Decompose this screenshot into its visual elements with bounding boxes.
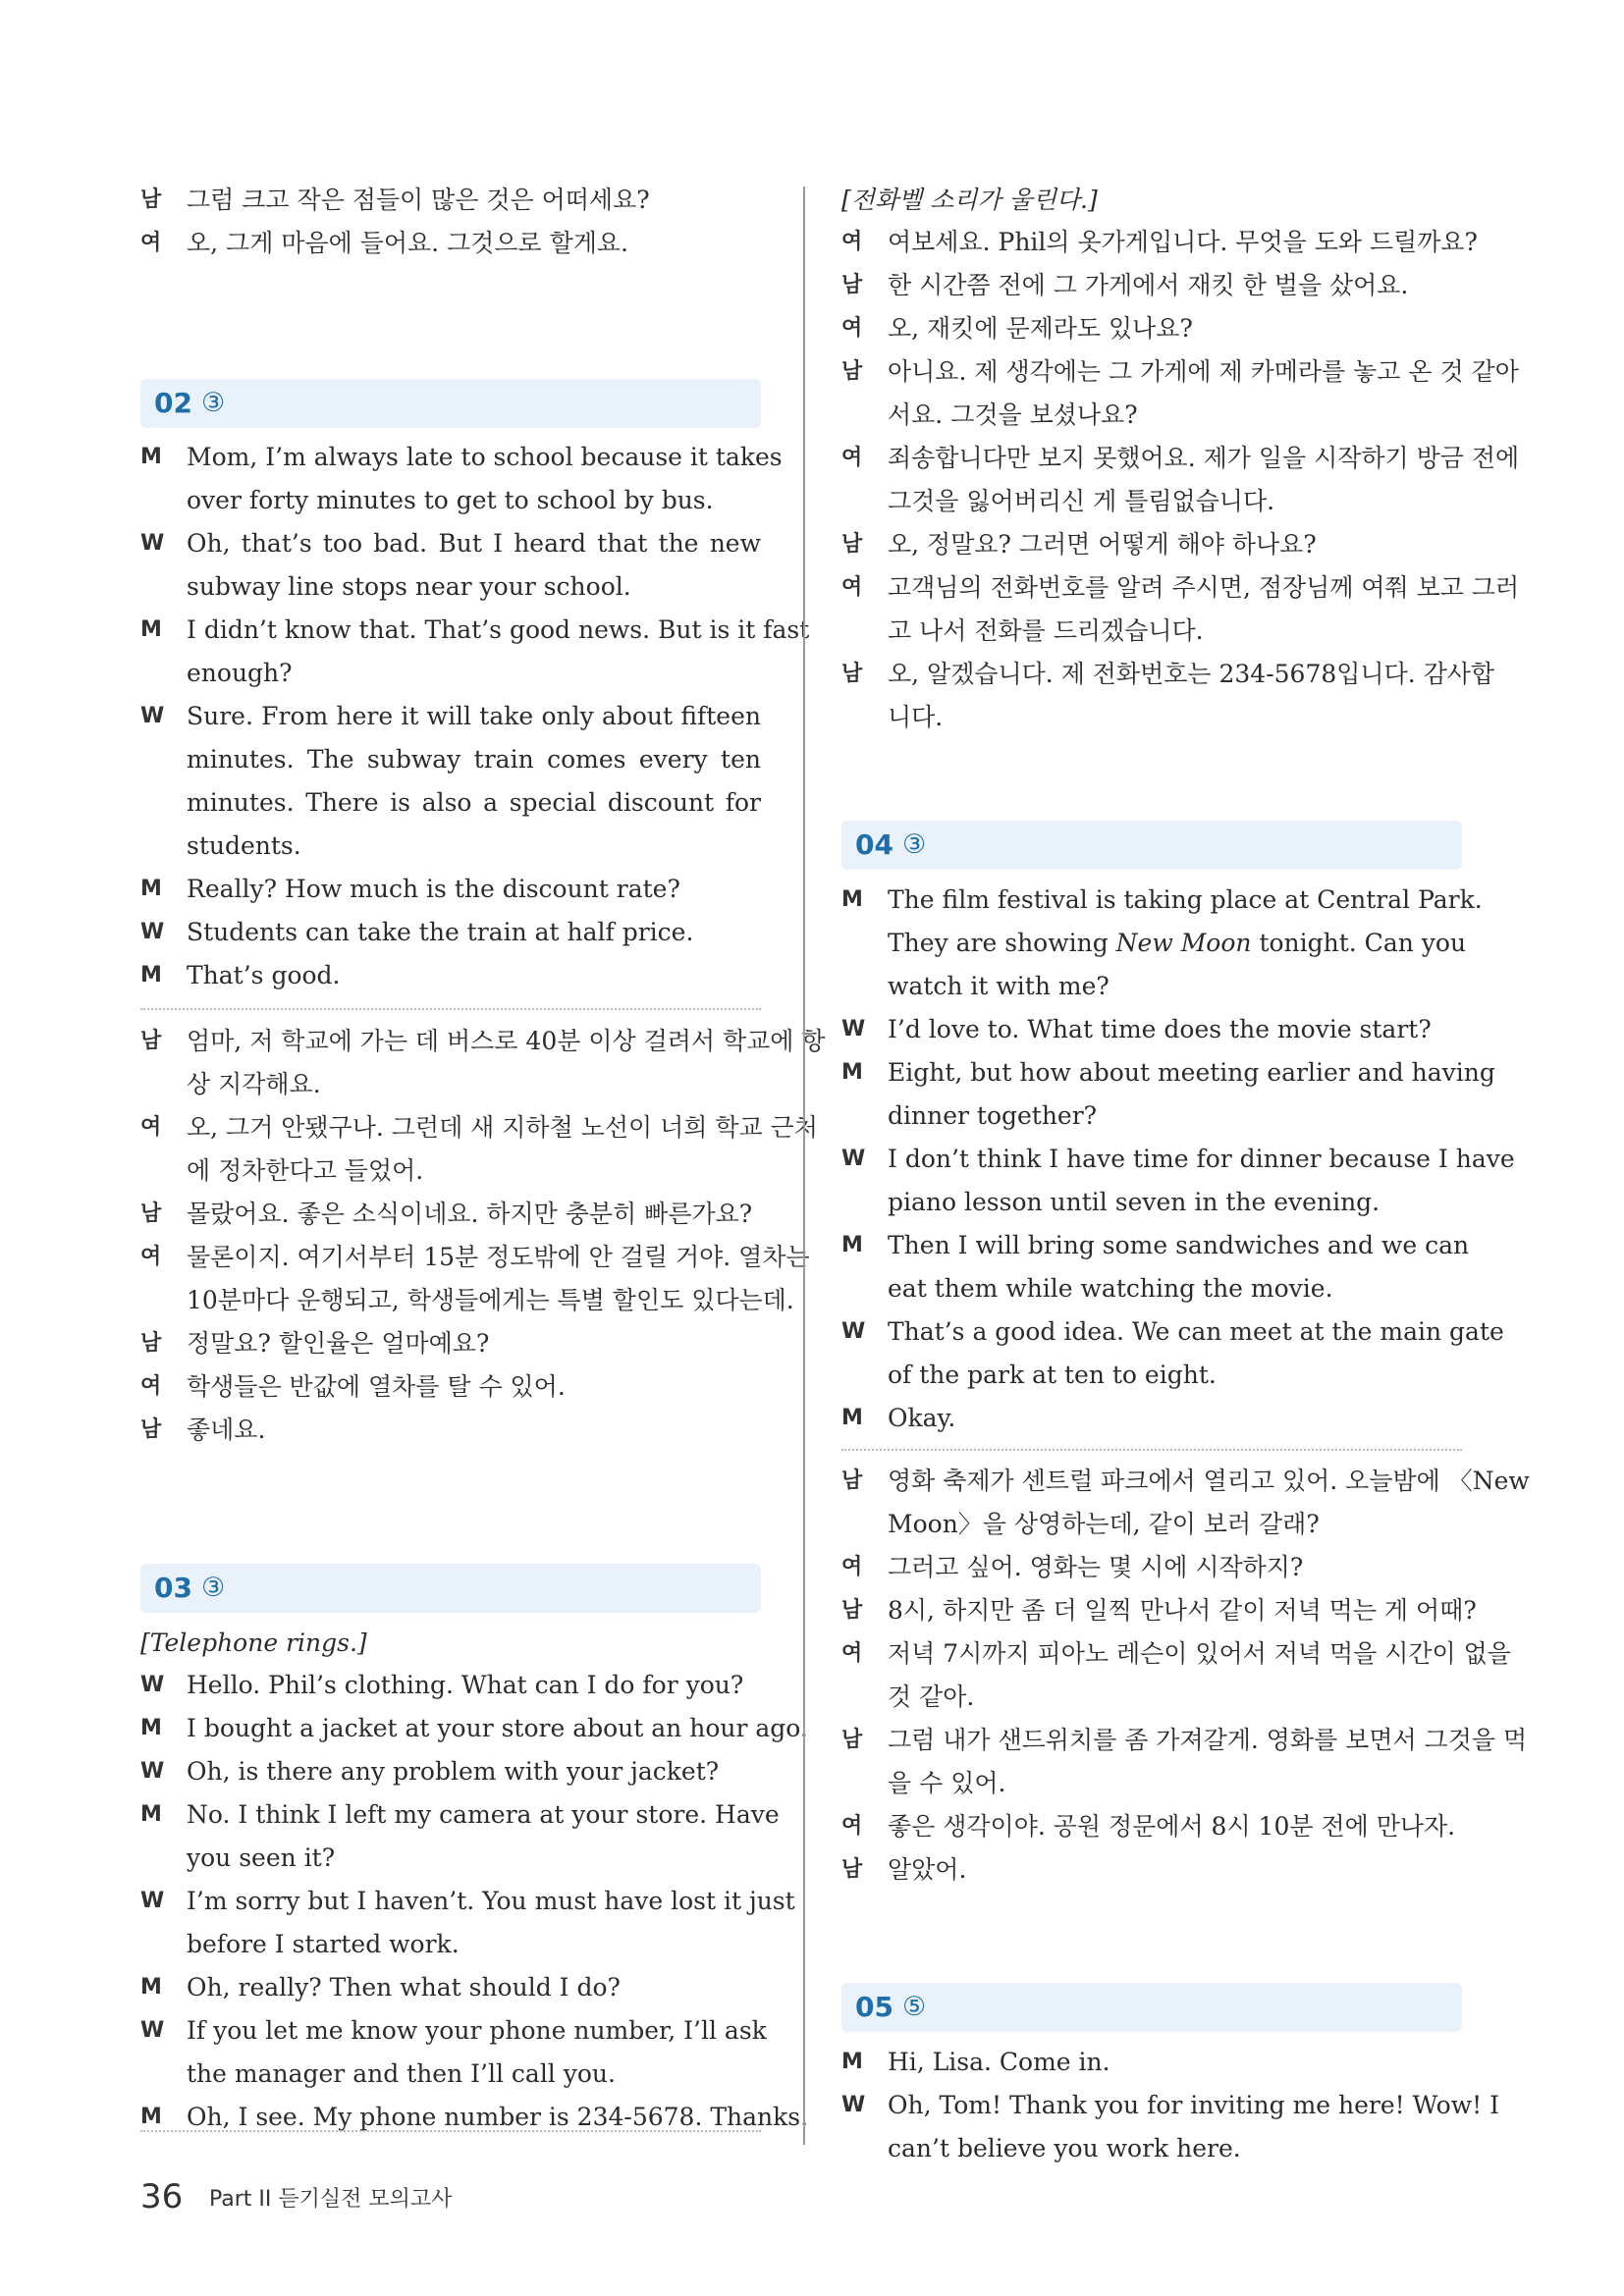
speaker-label: 여	[140, 1115, 162, 1140]
dialog-line	[140, 438, 783, 477]
dialog-line	[841, 352, 1519, 392]
answer-marker: ⑤	[902, 1992, 927, 2022]
dialog-text: Oh, really? Then what should I do?	[187, 1973, 621, 2002]
dialog-line	[841, 924, 1467, 963]
dialog-line	[841, 266, 1462, 305]
speaker-label: 남	[140, 1331, 162, 1356]
dialog-line	[841, 1053, 1495, 1093]
speaker-label: M	[841, 887, 863, 912]
dialog-text: Moon〉을 상영하는데, 같이 보러 갈래?	[888, 1510, 1320, 1538]
dialog-line	[140, 2055, 761, 2094]
speaker-label: M	[140, 2105, 162, 2129]
dialog-text: 오, 그거 안됐구나. 그런데 새 지하철 노선이 너희 학교 근처	[187, 1113, 818, 1142]
speaker-label: 남	[841, 273, 863, 297]
dialog-line	[140, 783, 761, 823]
dialog-line	[140, 567, 761, 607]
dialog-line	[140, 1238, 810, 1277]
dialog-line	[841, 1462, 1530, 1501]
dialog-line	[841, 1183, 1462, 1222]
speaker-label: W	[841, 1017, 866, 1041]
dialog-text: That’s a good idea. We can meet at the main gate	[888, 1317, 1504, 1346]
speaker-label: M	[140, 1716, 162, 1740]
question-number: 03	[154, 1572, 192, 1604]
dialog-text: 서요. 그것을 보셨나요?	[888, 400, 1138, 429]
speaker-label: 남	[841, 532, 863, 557]
dialog-text: 엄마, 저 학교에 가는 데 버스로 40분 이상 걸려서 학교에 항	[187, 1027, 826, 1055]
question-number: 05	[855, 1991, 893, 2023]
dialog-text: 오, 정말요? 그러면 어떻게 해야 하나요?	[888, 530, 1317, 559]
dialog-line	[140, 1151, 761, 1191]
translation-divider	[841, 1449, 1462, 1451]
dialog-line	[140, 654, 761, 693]
movie-title: New Moon	[1115, 929, 1252, 957]
dialog-text: subway line stops near your school.	[187, 572, 631, 601]
dialog-text: That’s good.	[187, 961, 341, 989]
speaker-label: W	[140, 2018, 165, 2043]
speaker-label: 남	[140, 187, 162, 212]
dialog-text: students.	[187, 831, 301, 860]
speaker-label: W	[140, 920, 165, 944]
speaker-label: 여	[841, 230, 863, 254]
dialog-line	[140, 1108, 818, 1148]
dialog-text: 10분마다 운행되고, 학생들에게는 특별 할인도 있다는데.	[187, 1286, 794, 1314]
dialog-text: enough?	[187, 659, 293, 687]
speaker-label: W	[841, 2093, 866, 2117]
dialog-text: 정말요? 할인율은 얼마예요?	[187, 1329, 490, 1358]
dialog-line	[841, 1591, 1477, 1630]
dialog-line	[841, 1548, 1462, 1587]
dialog-text: 저녁 7시까지 피아노 레슨이 있어서 저녁 먹을 시간이 없을	[888, 1639, 1511, 1668]
dialog-text: of the park at ten to eight.	[888, 1361, 1217, 1389]
dialog-text: minutes. There is also a special discount for	[187, 788, 761, 817]
dialog-line	[841, 1399, 1462, 1438]
dialog-line	[140, 1925, 761, 1964]
dialog-text: 니다.	[888, 703, 944, 731]
dialog-text: 그러고 싶어. 영화는 몇 시에 시작하지?	[888, 1553, 1304, 1581]
dialog-text: Eight, but how about meeting earlier and having	[888, 1058, 1495, 1087]
dialog-line	[140, 224, 761, 263]
dialog-text: 물론이지. 여기서부터 15분 정도밖에 안 걸릴 거야. 열차는	[187, 1243, 810, 1271]
dialog-line	[140, 1882, 795, 1921]
translation-divider	[140, 1008, 761, 1010]
dialog-text: 죄송합니다만 보지 못했어요. 제가 일을 시작하기 방금 전에	[888, 444, 1520, 472]
dialog-text: No. I think I left my camera at your store. Have	[187, 1800, 780, 1829]
dialog-line	[140, 524, 761, 563]
dialog-text: The film festival is taking place at Central Park.	[888, 885, 1483, 914]
dialog-line	[841, 1312, 1504, 1352]
speaker-label: M	[841, 1060, 863, 1085]
dialog-text: 한 시간쯤 전에 그 가게에서 재킷 한 벌을 샀어요.	[888, 271, 1409, 299]
dialog-text: 학생들은 반값에 열차를 탈 수 있어.	[187, 1372, 566, 1401]
dialog-line	[841, 568, 1520, 608]
dialog-text: watch it with me?	[888, 972, 1110, 1000]
speaker-label: 남	[841, 1598, 863, 1623]
dialog-line	[841, 698, 1462, 737]
dialog-line	[841, 1356, 1462, 1395]
speaker-label: 남	[841, 662, 863, 686]
dialog-text: Then I will bring some sandwiches and we can	[888, 1231, 1470, 1259]
dialog-line	[140, 1752, 761, 1791]
dialog-text: They are showing New Moon tonight. Can you	[888, 929, 1467, 957]
dialog-line	[841, 309, 1462, 348]
dialog-line	[140, 1795, 780, 1835]
speaker-label: M	[841, 1233, 863, 1257]
question-header	[140, 379, 761, 428]
speaker-label: W	[841, 1319, 866, 1344]
footer-label: Part II 듣기실전 모의고사	[209, 2187, 453, 2212]
dialog-line	[841, 2129, 1462, 2168]
dialog-text: piano lesson until seven in the evening.	[888, 1188, 1380, 1216]
dialog-line	[841, 967, 1462, 1006]
dialog-line	[140, 1709, 808, 1748]
dialog-text: Hi, Lisa. Come in.	[888, 2048, 1110, 2076]
speaker-label: 남	[140, 1201, 162, 1226]
dialog-line	[140, 1281, 794, 1320]
speaker-label: 여	[841, 446, 863, 470]
dialog-line	[841, 1850, 1462, 1890]
dialog-line	[140, 611, 810, 650]
dialog-line	[841, 2086, 1499, 2125]
dialog-text: Oh, I see. My phone number is 234-5678. Thanks.	[187, 2103, 809, 2131]
dialog-text: Really? How much is the discount rate?	[187, 875, 680, 903]
dialog-line	[841, 1096, 1462, 1136]
speaker-label: 남	[841, 1468, 863, 1493]
speaker-label: W	[140, 531, 165, 556]
speaker-label: M	[841, 1406, 863, 1430]
dialog-text: dinner together?	[888, 1101, 1098, 1130]
dialog-line	[841, 1807, 1462, 1846]
dialog-line	[140, 827, 761, 866]
dialog-text: I’m sorry but I haven’t. You must have lost it just	[187, 1887, 795, 1915]
speaker-label: W	[140, 1673, 165, 1697]
dialog-text: I’d love to. What time does the movie start?	[888, 1015, 1432, 1043]
speaker-label: M	[140, 617, 162, 642]
dialog-text: Mom, I’m always late to school because it takes	[187, 443, 783, 471]
speaker-label: 여	[841, 1641, 863, 1666]
dialog-text: 영화 축제가 센트럴 파크에서 열리고 있어. 오늘밤에 〈New	[888, 1467, 1530, 1495]
stage-direction: [Telephone rings.]	[140, 1629, 367, 1657]
dialog-text: I don’t think I have time for dinner because I have	[888, 1145, 1515, 1173]
dialog-text: minutes. The subway train comes every ten	[187, 745, 761, 774]
dialog-line	[140, 2011, 767, 2051]
dialog-line	[841, 612, 1462, 651]
speaker-label: M	[140, 963, 162, 988]
dialog-line	[140, 913, 761, 952]
speaker-label: 여	[841, 1555, 863, 1579]
dialog-text: 그것을 잃어버리신 게 틀림없습니다.	[888, 487, 1275, 515]
dialog-line	[841, 223, 1478, 262]
speaker-label: M	[140, 1975, 162, 2000]
speaker-label: M	[841, 2050, 863, 2074]
dialog-line	[140, 870, 761, 909]
speaker-label: 남	[140, 1417, 162, 1442]
dialog-line	[140, 697, 761, 736]
question-header	[841, 821, 1462, 870]
dialog-line	[841, 1140, 1515, 1179]
translation-divider	[140, 2130, 761, 2132]
dialog-text: 을 수 있어.	[888, 1769, 1006, 1797]
speaker-label: W	[140, 1759, 165, 1784]
speaker-label: 여	[140, 231, 162, 255]
dialog-text: 오, 그게 마음에 들어요. 그것으로 할게요.	[187, 229, 628, 257]
dialog-line	[841, 655, 1495, 694]
column-divider	[803, 187, 805, 2145]
dialog-line	[841, 1269, 1462, 1308]
dialog-text: Oh, Tom! Thank you for inviting me here! Wow! I	[888, 2091, 1499, 2119]
speaker-label: M	[140, 1802, 162, 1827]
dialog-text: 상 지각해요.	[187, 1070, 321, 1098]
dialog-line	[140, 1666, 761, 1705]
dialog-line	[841, 1505, 1462, 1544]
dialog-line	[140, 1839, 761, 1878]
dialog-text: 좋네요.	[187, 1415, 266, 1444]
dialog-text: 좋은 생각이야. 공원 정문에서 8시 10분 전에 만나자.	[888, 1812, 1456, 1841]
dialog-text: 아니요. 제 생각에는 그 가게에 제 카메라를 놓고 온 것 같아	[888, 357, 1519, 386]
dialog-text: Oh, is there any problem with your jacket?	[187, 1757, 720, 1786]
dialog-text: Sure. From here it will take only about fifteen	[187, 702, 761, 730]
dialog-line	[140, 956, 761, 995]
dialog-text: 에 정차한다고 들었어.	[187, 1156, 424, 1185]
dialog-text: 그럼 크고 작은 점들이 많은 것은 어떠세요?	[187, 186, 650, 214]
answer-marker: ③	[902, 829, 927, 860]
speaker-label: M	[140, 877, 162, 901]
dialog-text: Students can take the train at half price.	[187, 918, 694, 946]
dialog-line	[140, 1411, 761, 1450]
dialog-text: 여보세요. Phil의 옷가게입니다. 무엇을 도와 드릴까요?	[888, 228, 1478, 256]
speaker-label: 남	[841, 1728, 863, 1752]
question-number: 04	[855, 828, 893, 861]
dialog-line	[140, 1195, 761, 1234]
dialog-text: 것 같아.	[888, 1682, 975, 1711]
speaker-label: 여	[140, 1374, 162, 1399]
dialog-line	[841, 1764, 1462, 1803]
dialog-line	[841, 482, 1462, 521]
dialog-line	[841, 2043, 1462, 2082]
dialog-text: 오, 알겠습니다. 제 전화번호는 234-5678입니다. 감사합	[888, 660, 1495, 688]
dialog-text: before I started work.	[187, 1930, 460, 1958]
dialog-line	[841, 1721, 1528, 1760]
dialog-line	[841, 1634, 1511, 1674]
question-header	[841, 1983, 1462, 2032]
dialog-text: If you let me know your phone number, I’ll ask	[187, 2016, 767, 2045]
dialog-text: you seen it?	[187, 1843, 336, 1872]
dialog-text: 알았어.	[888, 1855, 967, 1884]
dialog-line	[841, 396, 1462, 435]
dialog-text: I bought a jacket at your store about an hour ago.	[187, 1714, 808, 1742]
speaker-label: 여	[841, 316, 863, 341]
dialog-line	[140, 740, 761, 779]
speaker-label: 남	[140, 1029, 162, 1053]
dialog-line	[140, 1367, 761, 1407]
speaker-label: W	[140, 704, 165, 728]
answer-marker: ③	[201, 388, 226, 418]
answer-marker: ③	[201, 1573, 226, 1603]
speaker-label: 여	[841, 1814, 863, 1839]
dialog-text: Oh, that’s too bad. But I heard that the new	[187, 529, 761, 558]
speaker-label: W	[841, 1147, 866, 1171]
speaker-label: 남	[841, 1857, 863, 1882]
question-header	[140, 1564, 761, 1613]
dialog-text: 오, 재킷에 문제라도 있나요?	[888, 314, 1193, 343]
dialog-text: 몰랐어요. 좋은 소식이네요. 하지만 충분히 빠른가요?	[187, 1200, 753, 1228]
dialog-text: eat them while watching the movie.	[888, 1274, 1333, 1303]
page-number: 36	[140, 2177, 184, 2216]
speaker-label: 여	[841, 575, 863, 600]
speaker-label: 여	[140, 1245, 162, 1269]
dialog-line	[841, 1226, 1470, 1265]
dialog-text: over forty minutes to get to school by bus.	[187, 486, 714, 514]
dialog-line	[841, 1010, 1462, 1049]
dialog-text: Okay.	[888, 1404, 956, 1432]
dialog-text: 그럼 내가 샌드위치를 좀 가져갈게. 영화를 보면서 그것을 먹	[888, 1726, 1528, 1754]
dialog-line	[140, 1065, 761, 1104]
speaker-label: 남	[841, 359, 863, 384]
dialog-text: 8시, 하지만 좀 더 일찍 만나서 같이 저녁 먹는 게 어때?	[888, 1596, 1477, 1625]
dialog-line	[140, 1324, 761, 1363]
dialog-line	[841, 1678, 1462, 1717]
speaker-label: W	[140, 1889, 165, 1913]
question-number: 02	[154, 387, 192, 419]
dialog-line	[140, 481, 761, 520]
speaker-label: M	[140, 445, 162, 469]
dialog-text: Hello. Phil’s clothing. What can I do for you?	[187, 1671, 744, 1699]
dialog-line	[841, 439, 1520, 478]
dialog-text: 고 나서 전화를 드리겠습니다.	[888, 616, 1204, 645]
dialog-text: 고객님의 전화번호를 알려 주시면, 점장님께 여쭤 보고 그러	[888, 573, 1520, 602]
dialog-text: can’t believe you work here.	[888, 2134, 1241, 2163]
dialog-line	[140, 181, 761, 220]
dialog-text: the manager and then I’ll call you.	[187, 2059, 616, 2088]
dialog-line	[140, 1022, 826, 1061]
dialog-line	[841, 525, 1462, 564]
dialog-line	[841, 881, 1483, 920]
dialog-line	[140, 1968, 761, 2007]
dialog-text: I didn’t know that. That’s good news. But is it fast	[187, 615, 810, 644]
stage-direction: [전화벨 소리가 울린다.]	[841, 186, 1098, 214]
